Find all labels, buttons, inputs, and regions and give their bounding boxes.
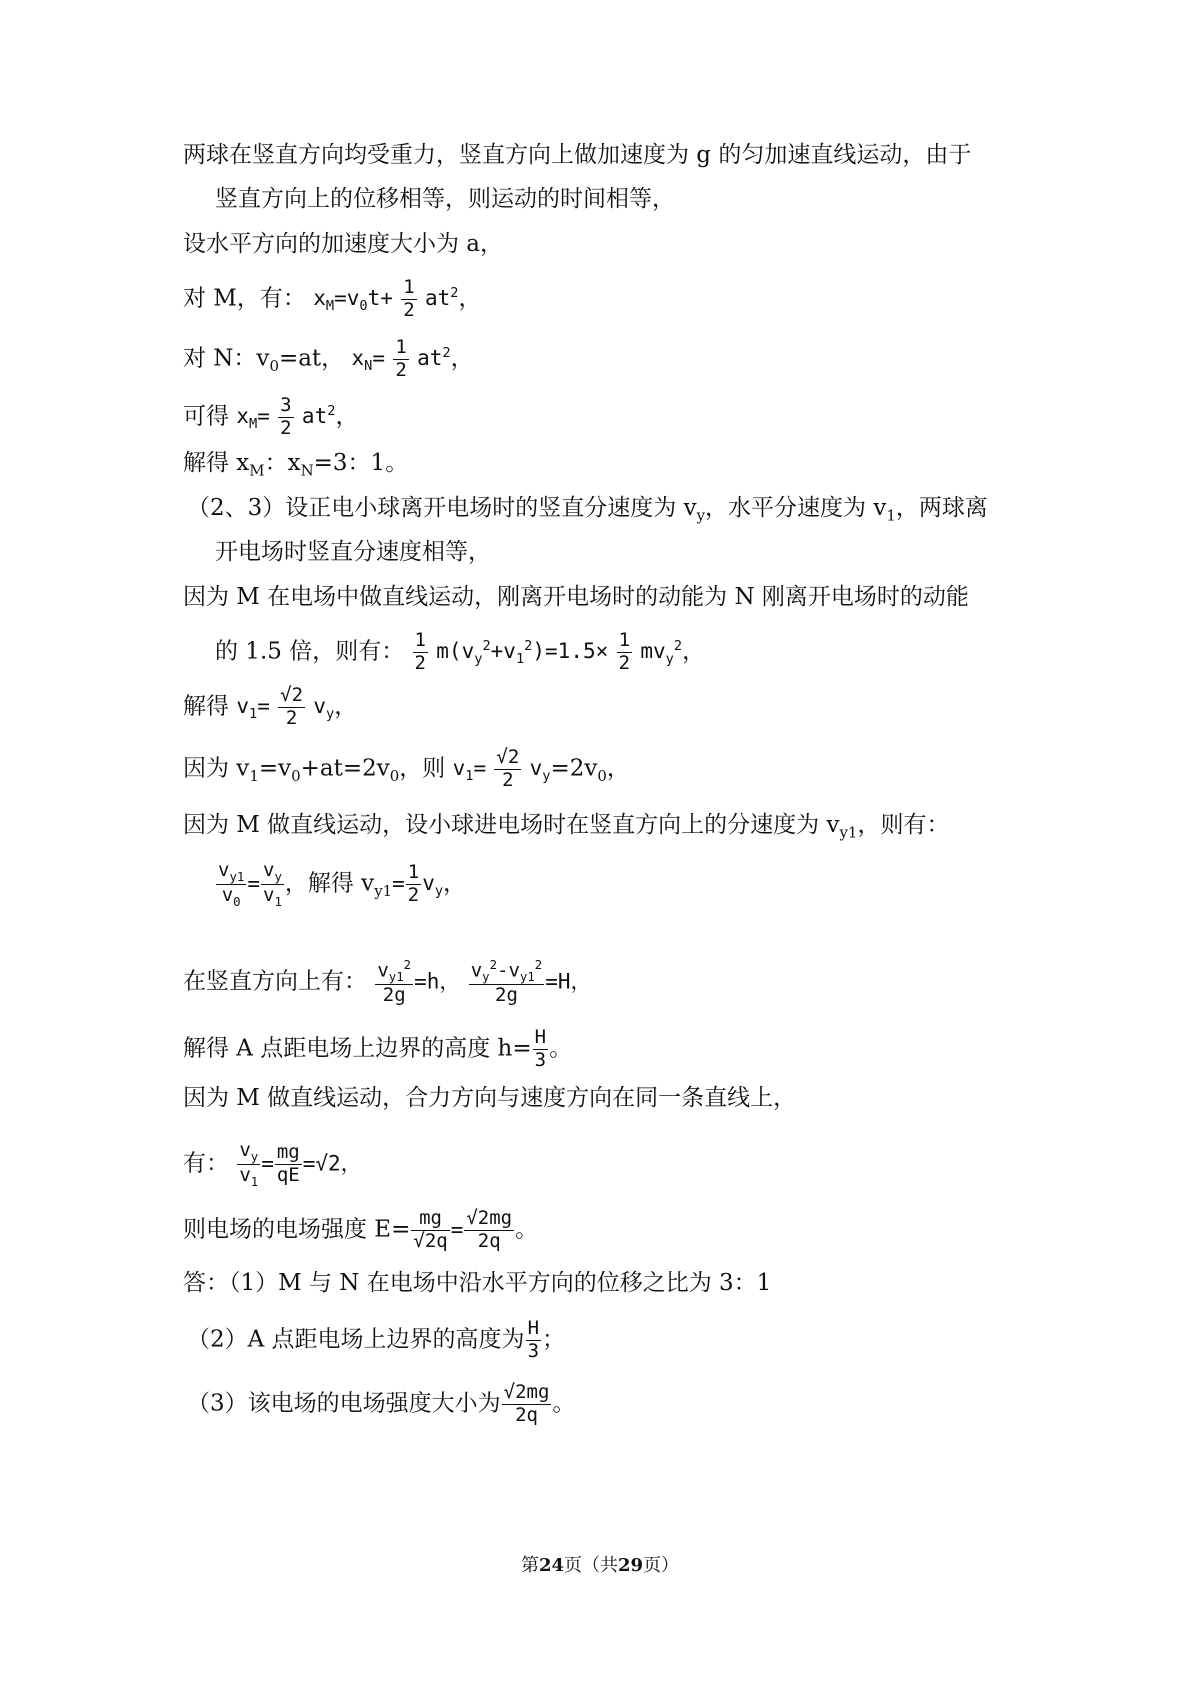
text-line: 因为 M 做直线运动，合力方向与速度方向在同一条直线上， — [183, 1085, 797, 1111]
text-line: （2、3）设正电小球离开电场时的竖直分速度为 $v_y$，水平分速度为 $v_1$，两球离 — [187, 495, 988, 525]
equation-line: 的 1.5 倍，则有： $\frac{1}{2}$ $m(v_y^2+v_1^2)=1.5\times$ $\frac{1}{2}$ $mv_y^2$， — [215, 629, 706, 674]
page-footer: 第24页（共29页） — [520, 1555, 680, 1576]
text-line: 竖直方向上的位移相等，则运动的时间相等， — [215, 186, 675, 212]
equation-line: 解得 $v_1=$ $\frac{√2}{2}$ $v_y$， — [183, 684, 358, 729]
text-line: 设水平方向的加速度大小为 a， — [183, 231, 504, 257]
text-line: 因为 M 在电场中做直线运动，刚离开电场时的动能为 N 刚离开电场时的动能 — [183, 584, 969, 610]
equation-line: 在竖直方向上有： $\frac{v_{y1}^2}{2g}$ =h， $\frac{v_y^2-v_{y1}^2}{2g}$ =H， — [183, 958, 592, 1007]
equation-line: 因为 $v_1=v_0+at=2v_0$，则 $v_1=$ $\frac{√2}{2}$ $v_y=2v_0$， — [183, 746, 630, 791]
equation-line: 则电场的电场强度 E= $\frac{mg}{√2q}$ = $\frac{√2mg}{2q}$ 。 — [183, 1207, 539, 1252]
answer-line: 答：（1）M 与 N 在电场中沿水平方向的位移之比为 3：1 — [183, 1270, 772, 1296]
equation-line: 可得 $x_M=$ $\frac{3}{2}$ $at^2$， — [183, 394, 359, 439]
answer-line: （3）该电场的电场强度大小为 $\frac{√2mg}{2q}$ 。 — [187, 1381, 576, 1426]
text-line: 开电场时竖直分速度相等， — [215, 539, 491, 565]
text-line: 解得 $x_M$：$x_N=3$：1。 — [183, 450, 409, 480]
equation-line: 对 M，有： $x_M=v_0t+$ $\frac{1}{2}$ $at^2$， — [183, 276, 482, 321]
equation-line: 解得 A 点距电场上边界的高度 h= $\frac{H}{3}$ 。 — [183, 1026, 573, 1071]
equation-line: 对 N：$v_0=at$， $x_N=$ $\frac{1}{2}$ $at^2$， — [183, 336, 474, 381]
equation-line: 有： $\frac{v_y}{v_1}$ = $\frac{mg}{qE}$ =√2， — [183, 1139, 362, 1189]
text-line: 两球在竖直方向均受重力，竖直方向上做加速度为 g 的匀加速直线运动，由于 — [183, 142, 972, 168]
text-line: 因为 M 做直线运动，设小球进电场时在竖直方向上的分速度为 $v_{y1}$，则有： — [183, 812, 950, 842]
answer-line: （2）A 点距电场上边界的高度为 $\frac{H}{3}$ ； — [187, 1317, 566, 1362]
equation-line: $\frac{v_{y1}}{v_0}$ = $\frac{v_y}{v_1}$ ，解得 $v_{y1}=$ $\frac{1}{2}$ $v_y$， — [218, 859, 467, 909]
